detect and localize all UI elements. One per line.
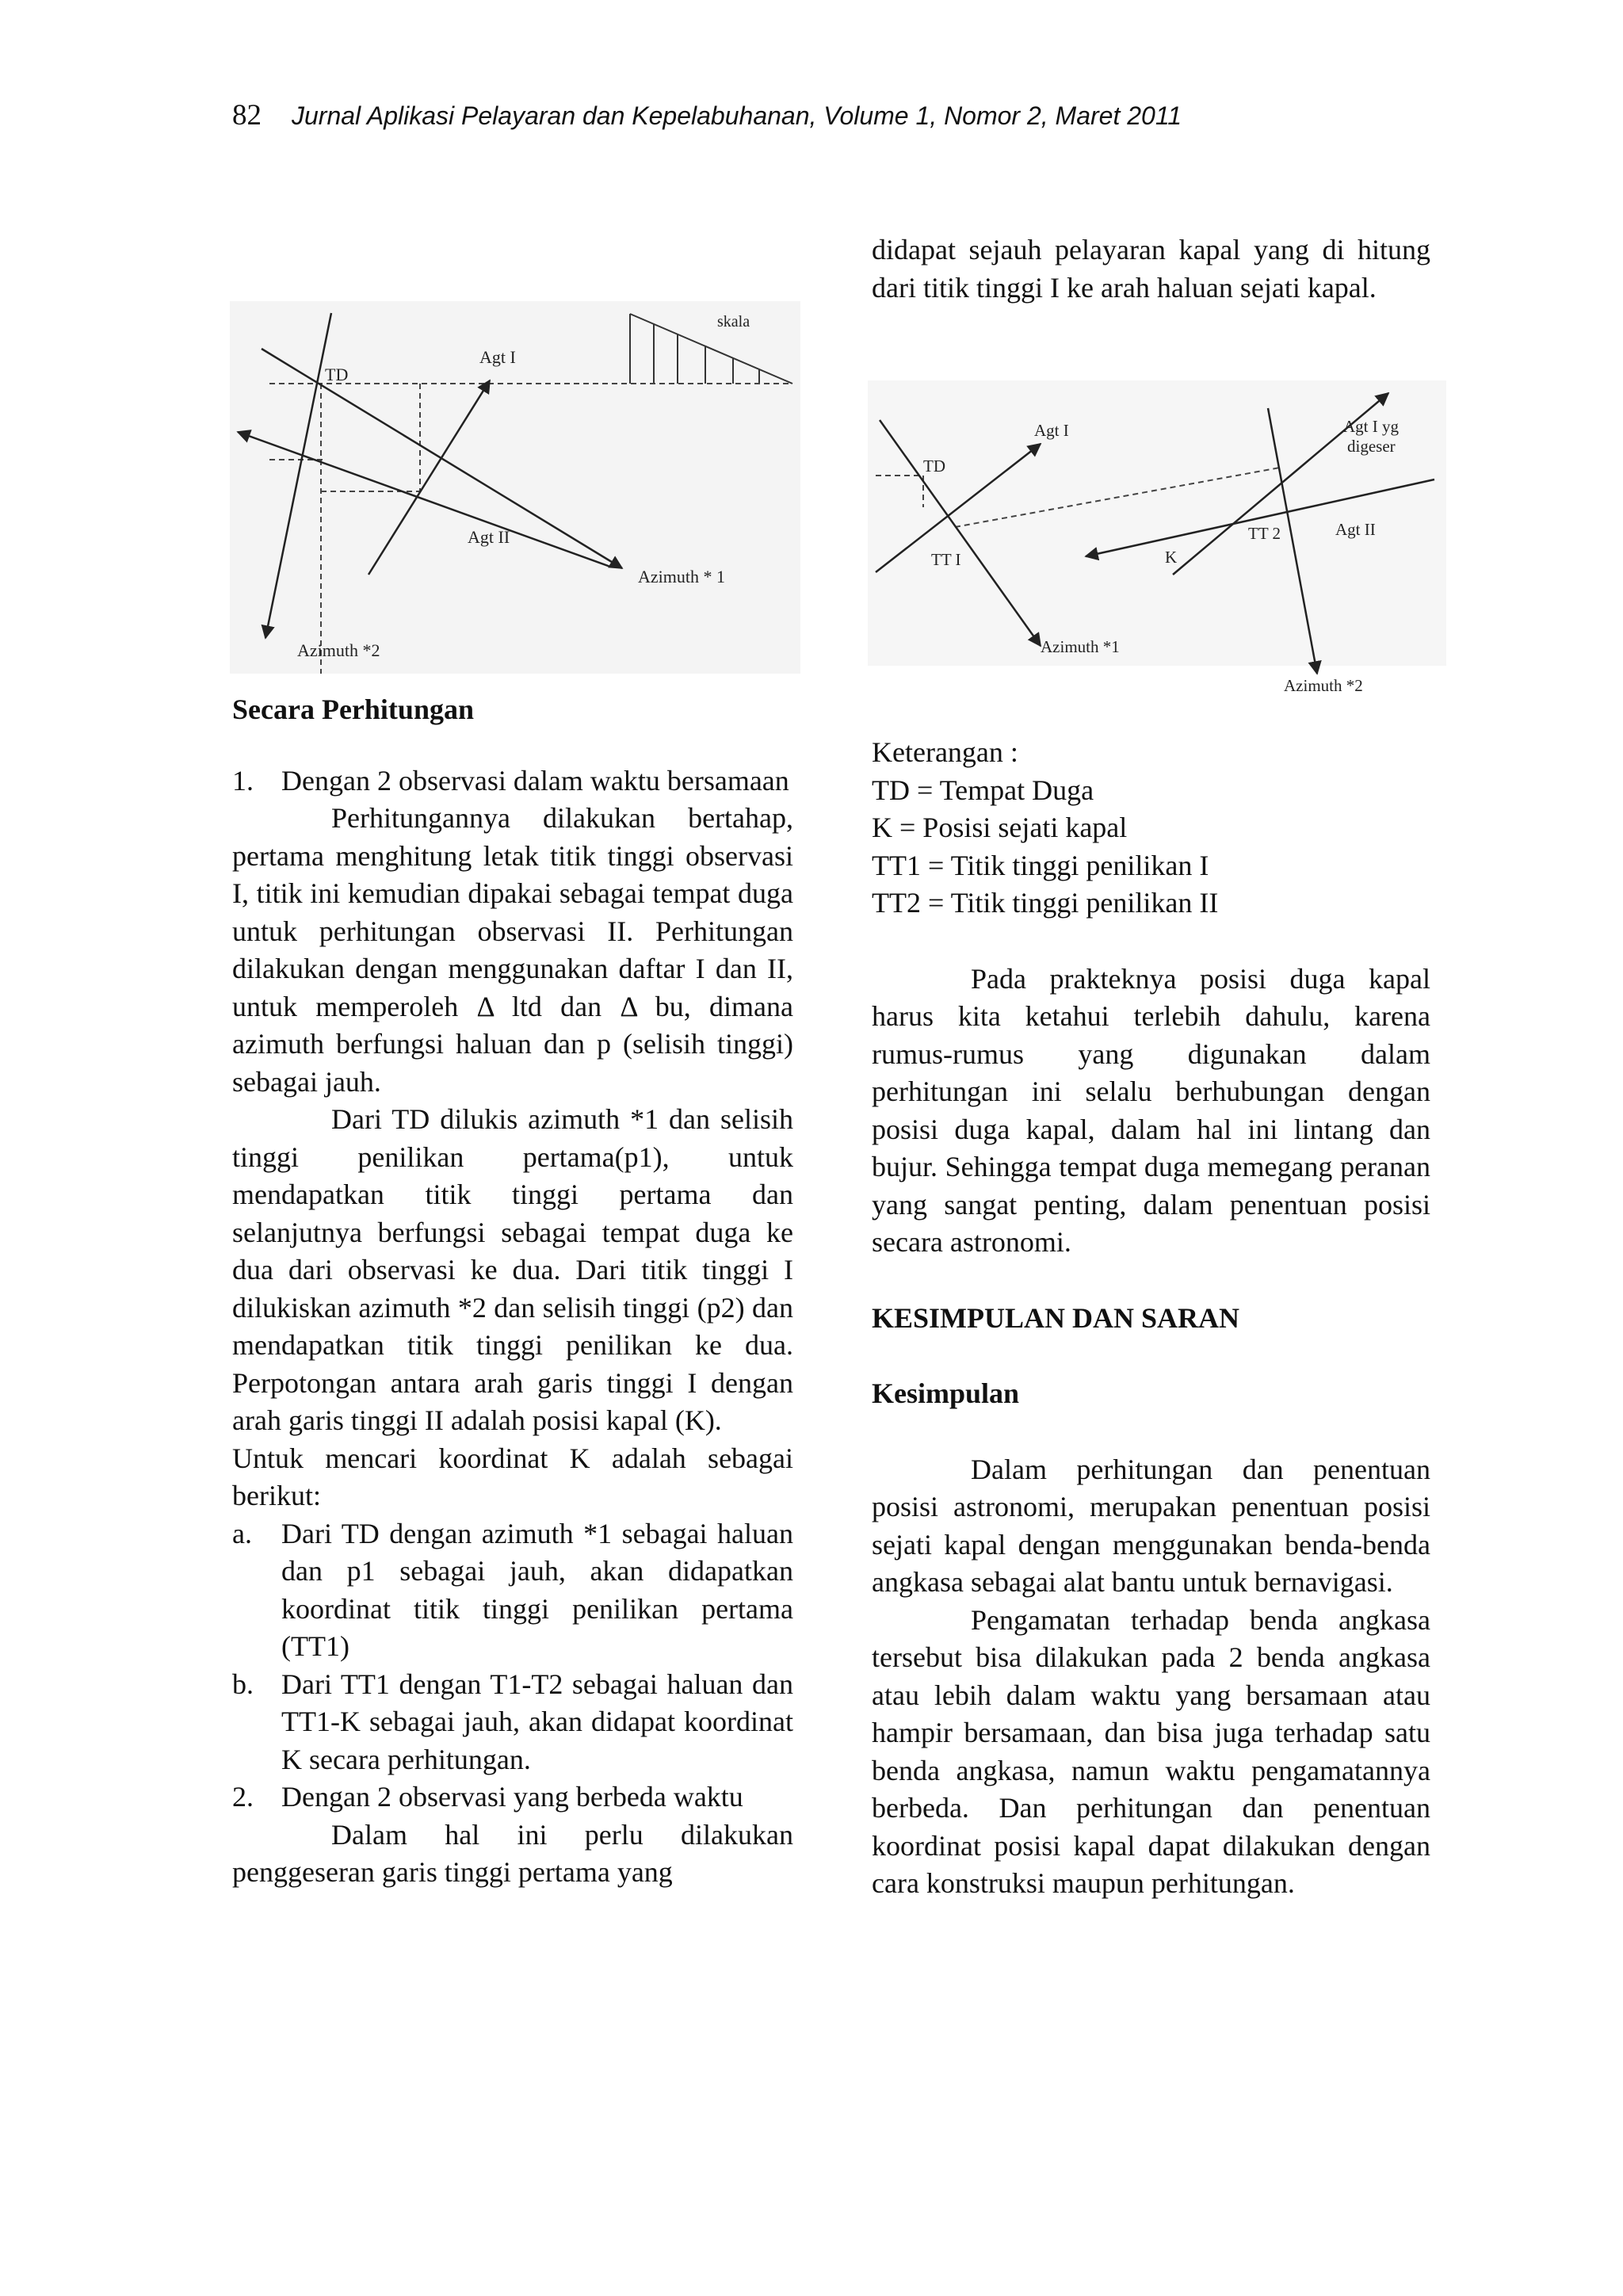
left-column: [232, 691, 793, 1892]
fig2-agt1-shift-label-1: Agt I yg: [1343, 417, 1399, 436]
fig1-agt2-label: Agt II: [468, 527, 510, 547]
paragraph-prakteknya: Pada prakteknya posisi duga kapal harus kita ketahui terlebih dahulu, karena rumus-rumus yang digunakan dalam perhitungan ini selalu berhubungan dengan posisi duga kapal, dalam hal ini lintang dan bujur. Sehingga tempat duga memegang peranan yang sangat penting, dalam penentuan posisi secara astronomi.: [872, 962, 1430, 1258]
fig2-k-label: K: [1165, 548, 1178, 567]
fig1-az2-label: Azimuth *2: [297, 640, 380, 660]
fig2-agt1-shift-label-2: digeser: [1347, 437, 1396, 456]
paragraph-continuation: didapat sejauh pelayaran kapal yang di hitung dari titik tinggi I ke arah haluan sejati kapal.: [872, 234, 1430, 304]
list-item-2: 2. Dengan 2 observasi yang berbeda waktu: [232, 1781, 743, 1813]
list-item-b: b. Dari TT1 dengan T1-T2 sebagai haluan dan TT1-K sebagai jauh, akan didapat koordinat K secara perhitungan.: [232, 1668, 793, 1775]
fig2-az1-label: Azimuth *1: [1041, 637, 1120, 656]
fig2-tt1-label: TT I: [931, 550, 961, 569]
fig2-agt1-label: Agt I: [1034, 421, 1069, 440]
fig2-td-label: TD: [923, 457, 945, 476]
figure-2-diagram: [868, 380, 1446, 697]
paragraph-untuk-mencari: Untuk mencari koordinat K adalah sebagai berikut:: [232, 1442, 793, 1511]
page-number: 82: [232, 99, 262, 132]
list-item-1: 1. Dengan 2 observasi dalam waktu bersamaan: [232, 764, 789, 797]
fig1-agt1-label: Agt I: [479, 347, 516, 367]
right-column: [872, 734, 1430, 1903]
paragraph-kesimpulan-1: Dalam perhitungan dan penentuan posisi astronomi, merupakan penentuan posisi sejati kapal dengan menggunakan benda-benda angkasa sebagai alat bantu untuk bernavigasi.: [872, 1453, 1430, 1598]
fig1-td-label: TD: [325, 365, 349, 384]
section-heading-kesimpulan-dan-saran: KESIMPULAN DAN SARAN: [872, 1301, 1240, 1334]
fig1-az1-label: Azimuth * 1: [638, 567, 725, 586]
paragraph-dari-td: Dari TD dilukis azimuth *1 dan selisih tinggi penilikan pertama(p1), untuk mendapatkan titik tinggi pertama dan selanjutnya berfungsi sebagai tempat duga ke dua dari observasi ke dua. Dari titik tinggi I dilukiskan azimuth *2 dan selisih tinggi (p2) dan mendapatkan titik tinggi penilikan ke dua. Perpotongan antara arah garis tinggi I dengan arah garis tinggi II adalah posisi kapal (K).: [232, 1103, 793, 1436]
paragraph-perhitungan: Perhitungannya dilakukan bertahap, pertama menghitung letak titik tinggi observasi I, titik ini kemudian dipakai sebagai tempat duga untuk perhitungan observasi II. Perhitungan dilakukan dengan menggunakan daftar I dan II, untuk memperoleh Δ ltd dan Δ bu, dimana azimuth berfungsi haluan dan p (selisih tinggi) sebagai jauh.: [232, 802, 793, 1098]
fig2-tt2-label: TT 2: [1248, 524, 1281, 543]
section-heading-secara-perhitungan: Secara Perhitungan: [232, 693, 474, 725]
fig1-scale-label: skala: [717, 313, 750, 330]
legend-title: Keterangan :: [872, 736, 1018, 768]
right-column-top: [872, 231, 1430, 307]
list-item-a: a. Dari TD dengan azimuth *1 sebagai haluan dan p1 sebagai jauh, akan didapatkan koordinat titik tinggi penilikan pertama (TT1): [232, 1517, 793, 1662]
fig2-agt2-label: Agt II: [1335, 520, 1376, 539]
fig2-az2-label: Azimuth *2: [1284, 676, 1363, 695]
figure-1-diagram: [230, 301, 800, 674]
legend-td: TD = Tempat Duga: [872, 774, 1094, 806]
legend-tt2: TT2 = Titik tinggi penilikan II: [872, 887, 1219, 919]
journal-title: Jurnal Aplikasi Pelayaran dan Kepelabuhanan, Volume 1, Nomor 2, Maret 2011: [292, 101, 1182, 130]
paragraph-penggeseran: Dalam hal ini perlu dilakukan penggeseran garis tinggi pertama yang: [232, 1818, 793, 1888]
paragraph-kesimpulan-2: Pengamatan terhadap benda angkasa tersebut bisa dilakukan pada 2 benda angkasa atau lebih dalam waktu yang bersamaan atau hampir bersamaan, dan bisa juga terhadap satu benda angkasa, namun waktu pengamatannya berbeda. Dan perhitungan dan penentuan koordinat posisi kapal dapat dilakukan dengan cara konstruksi maupun perhitungan.: [872, 1603, 1430, 1899]
subsection-heading-kesimpulan: Kesimpulan: [872, 1377, 1020, 1409]
legend-k: K = Posisi sejati kapal: [872, 812, 1128, 843]
legend-tt1: TT1 = Titik tinggi penilikan I: [872, 849, 1209, 881]
running-header: [232, 98, 1182, 132]
